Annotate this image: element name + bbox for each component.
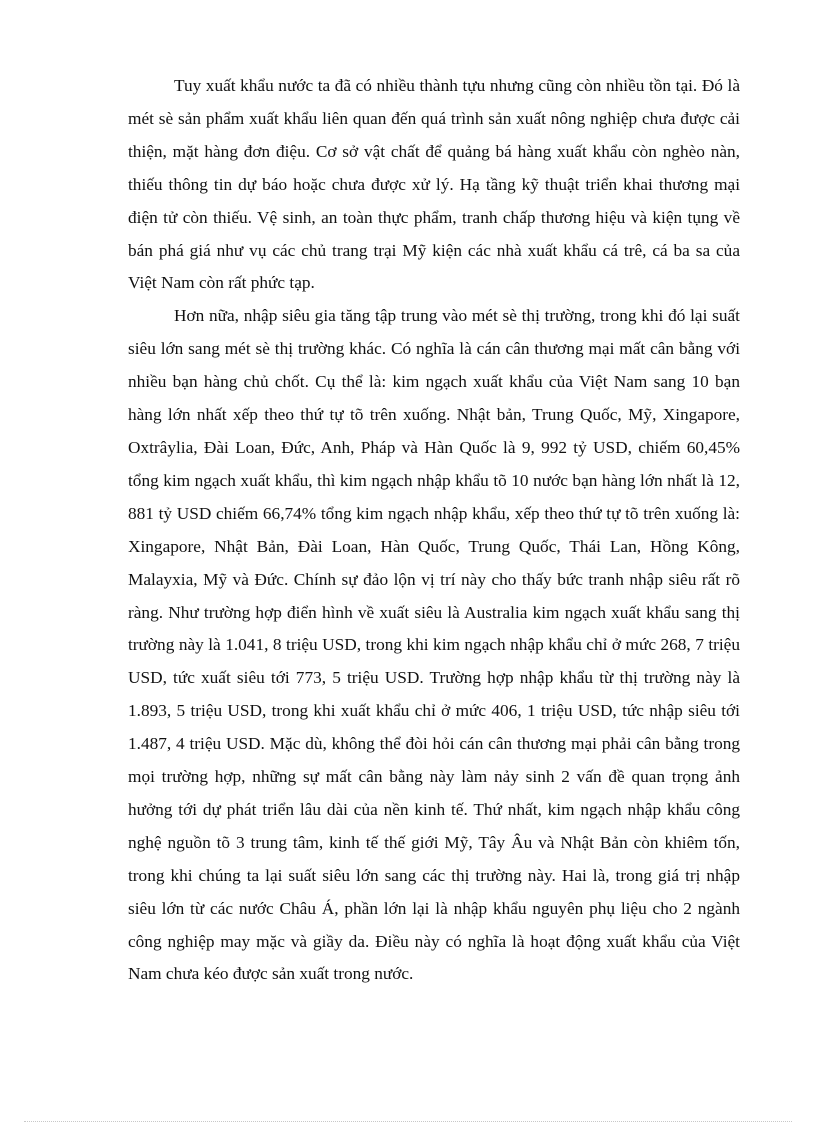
paragraph-export-limitations: Tuy xuất khẩu nước ta đã có nhiều thành tựu nhưng cũng còn nhiều tồn tại. Đó là mét sè sản phẩm xuất khẩu liên quan đến quá trình sản xuất nông nghiệp chưa được cải thiện, mặt hàng đơn điệu. Cơ sở vật chất để quảng bá hàng xuất khẩu còn nghèo nàn, thiếu thông tin dự báo hoặc chưa được xử lý. Hạ tầng kỹ thuật triển khai thương mại điện tử còn thiếu. Vệ sinh, an toàn thực phẩm, tranh chấp thương hiệu và kiện tụng về bán phá giá như vụ các chủ trang trại Mỹ kiện các nhà xuất khẩu cá trê, cá ba sa của Việt Nam còn rất phức tạp. bbox=[128, 76, 740, 293]
page-bottom-divider bbox=[24, 1121, 792, 1122]
paragraph-trade-imbalance: Hơn nữa, nhập siêu gia tăng tập trung vào mét sè thị trường, trong khi đó lại suất siêu lớn sang mét sè thị trường khác. Có nghĩa là cán cân thương mại mất cân bằng với nhiều bạn hàng chủ chốt. Cụ thể là: kim ngạch xuất khẩu của Việt Nam sang 10 bạn hàng lớn nhất xếp theo thứ tự tõ trên xuống. Nhật bản, Trung Quốc, Mỹ, Xingapore, Oxtrâylia, Đài Loan, Đức, Anh, Pháp và Hàn Quốc là 9, 992 tỷ USD, chiếm 60,45% tổng kim ngạch xuất khẩu, thì kim ngạch nhập khẩu tõ 10 nước bạn hàng lớn nhất là 12, 881 tỷ USD chiếm 66,74% tổng kim ngạch nhập khẩu, xếp theo thứ tự tõ trên xuống là: Xingapore, Nhật Bản, Đài Loan, Hàn Quốc, Trung Quốc, Thái Lan, Hồng Kông, Malayxia, Mỹ và Đức. Chính sự đảo lộn vị trí này cho thấy bức tranh nhập siêu rất rõ ràng. Như trường hợp điển hình về xuất siêu là Australia kim ngạch xuất khẩu sang thị trường này là 1.041, 8 triệu USD, trong khi kim ngạch nhập khẩu chỉ ở mức 268, 7 triệu USD, tức xuất siêu tới 773, 5 triệu USD. Trường hợp nhập khẩu từ thị trường này là 1.893, 5 triệu USD, trong khi xuất khẩu chỉ ở mức 406, 1 triệu USD, tức nhập siêu tới 1.487, 4 triệu USD. Mặc dù, không thể đòi hỏi cán cân thương mại phải cân bằng trong mọi trường hợp, những sự mất cân bằng này làm nảy sinh 2 vấn đề quan trọng ảnh hưởng tới dự phát triển lâu dài của nền kinh tế. Thứ nhất, kim ngạch nhập khẩu công nghệ nguồn tõ 3 trung tâm, kinh tế thế giới Mỹ, Tây Âu và Nhật Bản còn khiêm tốn, trong khi chúng ta lại suất siêu lớn sang các thị trường này. Hai là, trong giá trị nhập siêu lớn từ các nước Châu Á, phần lớn lại là nhập khẩu nguyên phụ liệu cho 2 ngành công nghiệp may mặc và giầy da. Điều này có nghĩa là hoạt động xuất khẩu của Việt Nam chưa kéo được sản xuất trong nước. bbox=[128, 306, 740, 984]
document-body bbox=[128, 70, 740, 991]
